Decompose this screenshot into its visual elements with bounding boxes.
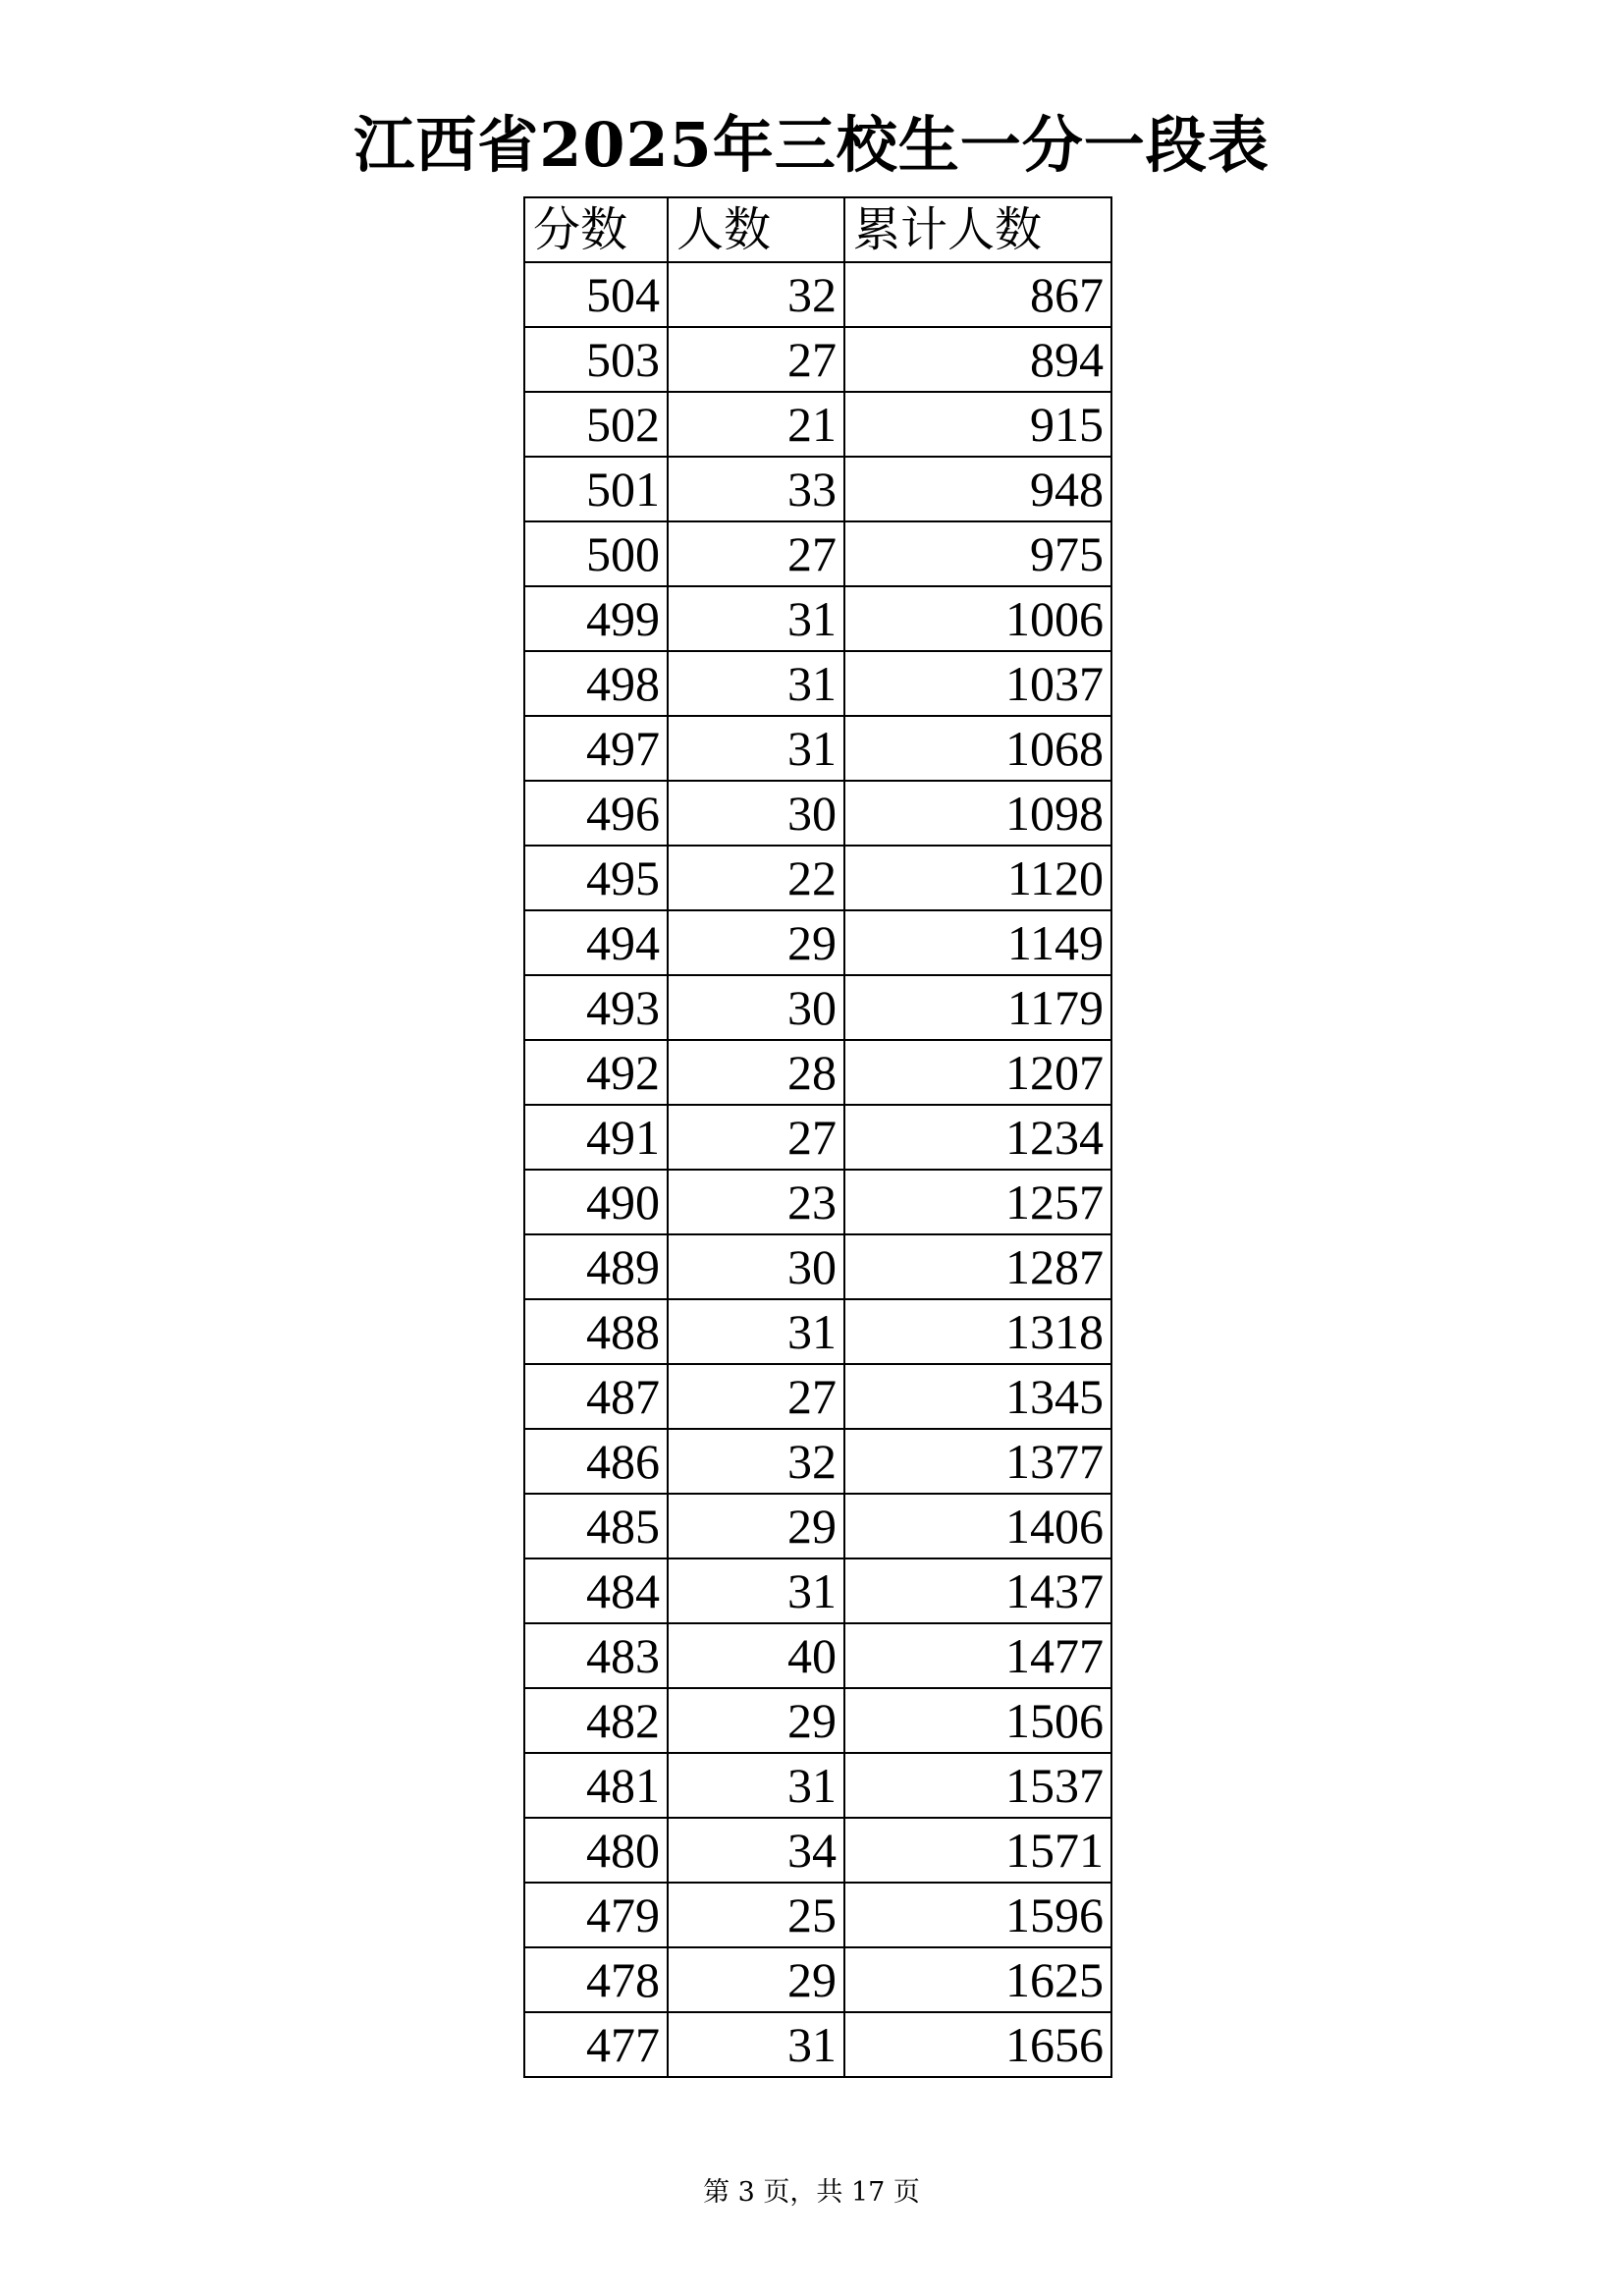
cell-cumulative-count: 1287 <box>844 1234 1111 1299</box>
table-row <box>524 392 1111 457</box>
cell-count: 32 <box>668 1429 844 1494</box>
cell-count: 31 <box>668 1299 844 1364</box>
cell-count: 32 <box>668 262 844 327</box>
cell-count: 29 <box>668 1947 844 2012</box>
cell-score: 479 <box>524 1883 668 1947</box>
cell-count: 31 <box>668 1753 844 1818</box>
cell-score: 491 <box>524 1105 668 1170</box>
score-distribution-table <box>523 196 1112 2078</box>
table-row <box>524 262 1111 327</box>
cell-count: 27 <box>668 327 844 392</box>
cell-count: 23 <box>668 1170 844 1234</box>
table-row <box>524 1429 1111 1494</box>
cell-score: 499 <box>524 586 668 651</box>
cell-cumulative-count: 915 <box>844 392 1111 457</box>
table-row <box>524 1494 1111 1558</box>
cell-score: 490 <box>524 1170 668 1234</box>
table-row <box>524 846 1111 910</box>
cell-score: 502 <box>524 392 668 457</box>
cell-cumulative-count: 1006 <box>844 586 1111 651</box>
cell-count: 30 <box>668 1234 844 1299</box>
table-row <box>524 1753 1111 1818</box>
cell-cumulative-count: 1037 <box>844 651 1111 716</box>
header-count: 人数 <box>668 197 844 262</box>
table-row <box>524 651 1111 716</box>
cell-score: 504 <box>524 262 668 327</box>
cell-score: 500 <box>524 521 668 586</box>
cell-score: 477 <box>524 2012 668 2077</box>
table-row <box>524 1947 1111 2012</box>
cell-count: 31 <box>668 1558 844 1623</box>
table-row <box>524 781 1111 846</box>
cell-cumulative-count: 1537 <box>844 1753 1111 1818</box>
table-row <box>524 1623 1111 1688</box>
cell-cumulative-count: 1257 <box>844 1170 1111 1234</box>
cell-cumulative-count: 1120 <box>844 846 1111 910</box>
cell-cumulative-count: 1234 <box>844 1105 1111 1170</box>
cell-count: 29 <box>668 1494 844 1558</box>
table-row <box>524 1818 1111 1883</box>
cell-count: 25 <box>668 1883 844 1947</box>
cell-score: 489 <box>524 1234 668 1299</box>
cell-score: 481 <box>524 1753 668 1818</box>
table-row <box>524 1299 1111 1364</box>
table-row <box>524 1558 1111 1623</box>
cell-score: 484 <box>524 1558 668 1623</box>
cell-score: 497 <box>524 716 668 781</box>
cell-cumulative-count: 1345 <box>844 1364 1111 1429</box>
cell-score: 496 <box>524 781 668 846</box>
cell-score: 486 <box>524 1429 668 1494</box>
cell-count: 27 <box>668 1105 844 1170</box>
table-row <box>524 1234 1111 1299</box>
table-row <box>524 910 1111 975</box>
cell-count: 40 <box>668 1623 844 1688</box>
cell-score: 498 <box>524 651 668 716</box>
cell-cumulative-count: 1377 <box>844 1429 1111 1494</box>
cell-cumulative-count: 1149 <box>844 910 1111 975</box>
cell-cumulative-count: 948 <box>844 457 1111 521</box>
header-score: 分数 <box>524 197 668 262</box>
cell-score: 482 <box>524 1688 668 1753</box>
cell-score: 494 <box>524 910 668 975</box>
cell-count: 31 <box>668 716 844 781</box>
cell-count: 30 <box>668 781 844 846</box>
page-title: 江西省2025年三校生一分一段表 <box>353 109 1270 181</box>
cell-count: 29 <box>668 1688 844 1753</box>
cell-count: 30 <box>668 975 844 1040</box>
table-row <box>524 586 1111 651</box>
cell-count: 31 <box>668 586 844 651</box>
cell-count: 34 <box>668 1818 844 1883</box>
cell-cumulative-count: 1179 <box>844 975 1111 1040</box>
cell-cumulative-count: 1625 <box>844 1947 1111 2012</box>
cell-score: 478 <box>524 1947 668 2012</box>
table-row <box>524 1170 1111 1234</box>
cell-count: 27 <box>668 521 844 586</box>
cell-score: 480 <box>524 1818 668 1883</box>
cell-score: 485 <box>524 1494 668 1558</box>
table-row <box>524 521 1111 586</box>
cell-count: 22 <box>668 846 844 910</box>
cell-cumulative-count: 1318 <box>844 1299 1111 1364</box>
table-row <box>524 2012 1111 2077</box>
cell-cumulative-count: 1207 <box>844 1040 1111 1105</box>
cell-count: 31 <box>668 2012 844 2077</box>
table-row <box>524 716 1111 781</box>
cell-score: 501 <box>524 457 668 521</box>
cell-cumulative-count: 1098 <box>844 781 1111 846</box>
table-row <box>524 1364 1111 1429</box>
cell-score: 492 <box>524 1040 668 1105</box>
table-row <box>524 975 1111 1040</box>
cell-count: 31 <box>668 651 844 716</box>
cell-cumulative-count: 1656 <box>844 2012 1111 2077</box>
cell-cumulative-count: 1571 <box>844 1818 1111 1883</box>
cell-cumulative-count: 975 <box>844 521 1111 586</box>
cell-cumulative-count: 867 <box>844 262 1111 327</box>
page-number-footer: 第 3 页，共 17 页 <box>703 2177 920 2208</box>
cell-cumulative-count: 1506 <box>844 1688 1111 1753</box>
cell-cumulative-count: 1406 <box>844 1494 1111 1558</box>
cell-score: 503 <box>524 327 668 392</box>
header-cumulative-count: 累计人数 <box>844 197 1111 262</box>
table-row <box>524 1688 1111 1753</box>
table-row <box>524 457 1111 521</box>
cell-count: 28 <box>668 1040 844 1105</box>
cell-score: 495 <box>524 846 668 910</box>
table-header-row <box>524 197 1111 262</box>
cell-score: 493 <box>524 975 668 1040</box>
cell-cumulative-count: 894 <box>844 327 1111 392</box>
cell-score: 483 <box>524 1623 668 1688</box>
cell-cumulative-count: 1477 <box>844 1623 1111 1688</box>
cell-cumulative-count: 1596 <box>844 1883 1111 1947</box>
cell-score: 487 <box>524 1364 668 1429</box>
cell-count: 29 <box>668 910 844 975</box>
table-body <box>524 262 1111 2077</box>
table-row <box>524 1040 1111 1105</box>
cell-count: 21 <box>668 392 844 457</box>
table-row <box>524 1105 1111 1170</box>
cell-count: 27 <box>668 1364 844 1429</box>
cell-score: 488 <box>524 1299 668 1364</box>
cell-count: 33 <box>668 457 844 521</box>
cell-cumulative-count: 1068 <box>844 716 1111 781</box>
cell-cumulative-count: 1437 <box>844 1558 1111 1623</box>
table-row <box>524 1883 1111 1947</box>
table-row <box>524 327 1111 392</box>
